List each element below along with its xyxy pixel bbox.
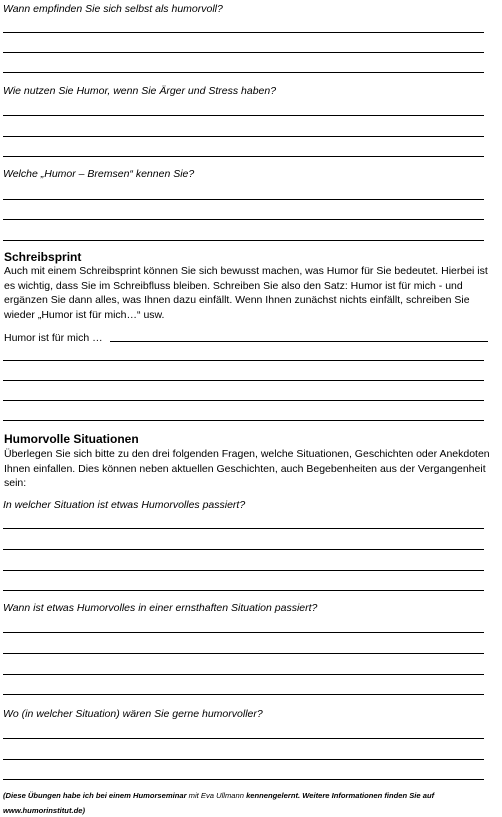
answer-line[interactable]	[3, 199, 484, 200]
answer-line[interactable]	[3, 156, 484, 157]
prompt-line[interactable]	[110, 341, 488, 342]
question-humorvolles-passiert: In welcher Situation ist etwas Humorvolles passiert?	[3, 499, 246, 511]
answer-line[interactable]	[3, 653, 484, 654]
answer-line[interactable]	[3, 570, 484, 571]
answer-line[interactable]	[3, 219, 484, 220]
question-ernsthafte-situation: Wann ist etwas Humorvolles in einer ernsthaften Situation passiert?	[3, 602, 318, 614]
answer-line[interactable]	[3, 632, 484, 633]
answer-line[interactable]	[3, 52, 484, 53]
situationen-text: Überlegen Sie sich bitte zu den drei folgenden Fragen, welche Situationen, Geschichten oder Anekdoten Ihnen einfallen. Dies können neben aktuellen Geschichten, auch Begebenheiten aus der Vergangenheit sein:	[4, 448, 490, 490]
answer-line[interactable]	[3, 738, 484, 739]
answer-line[interactable]	[3, 400, 484, 401]
answer-line[interactable]	[3, 759, 484, 760]
footer-part2: mit Eva Ullmann	[186, 791, 247, 800]
section-title-situationen: Humorvolle Situationen	[4, 432, 139, 446]
footer-note	[3, 789, 498, 803]
answer-line[interactable]	[3, 115, 484, 116]
answer-line[interactable]	[3, 694, 484, 695]
answer-line[interactable]	[3, 549, 484, 550]
answer-line[interactable]	[3, 136, 484, 137]
answer-line[interactable]	[3, 590, 484, 591]
question-humor-bremsen: Welche „Humor – Bremsen“ kennen Sie?	[3, 168, 195, 180]
question-humorvoll: Wann empfinden Sie sich selbst als humorvoll?	[3, 3, 223, 15]
schreibsprint-prompt: Humor ist für mich …	[4, 332, 103, 344]
section-title-schreibsprint: Schreibsprint	[4, 250, 82, 264]
answer-line[interactable]	[3, 240, 484, 241]
question-gerne-humorvoller: Wo (in welcher Situation) wären Sie gerne humorvoller?	[3, 708, 263, 720]
footer-url[interactable]: www.humorinstitut.de)	[3, 806, 85, 815]
footer-part3: kennengelernt. Weitere Informationen finden Sie auf	[246, 791, 435, 800]
question-aerger-stress: Wie nutzen Sie Humor, wenn Sie Ärger und Stress haben?	[3, 85, 277, 97]
answer-line[interactable]	[3, 674, 484, 675]
footer-part1: (Diese Übungen habe ich bei einem Humorseminar	[3, 791, 187, 800]
answer-line[interactable]	[3, 528, 484, 529]
answer-line[interactable]	[3, 779, 484, 780]
answer-line[interactable]	[3, 380, 484, 381]
answer-line[interactable]	[3, 72, 484, 73]
answer-line[interactable]	[3, 32, 484, 33]
answer-line[interactable]	[3, 420, 484, 421]
answer-line[interactable]	[3, 360, 484, 361]
schreibsprint-text: Auch mit einem Schreibsprint können Sie sich bewusst machen, was Humor für Sie bedeutet. Hierbei ist es wichtig, dass Sie im Schreibfluss bleiben. Schreiben Sie also den Satz: Humor ist für mich - und ergänzen Sie dann alles, was Ihnen dazu einfällt. Wenn Ihnen zunächst nichts einfällt, schreiben Sie wieder „Humor ist für mich…“ usw.	[4, 265, 488, 321]
